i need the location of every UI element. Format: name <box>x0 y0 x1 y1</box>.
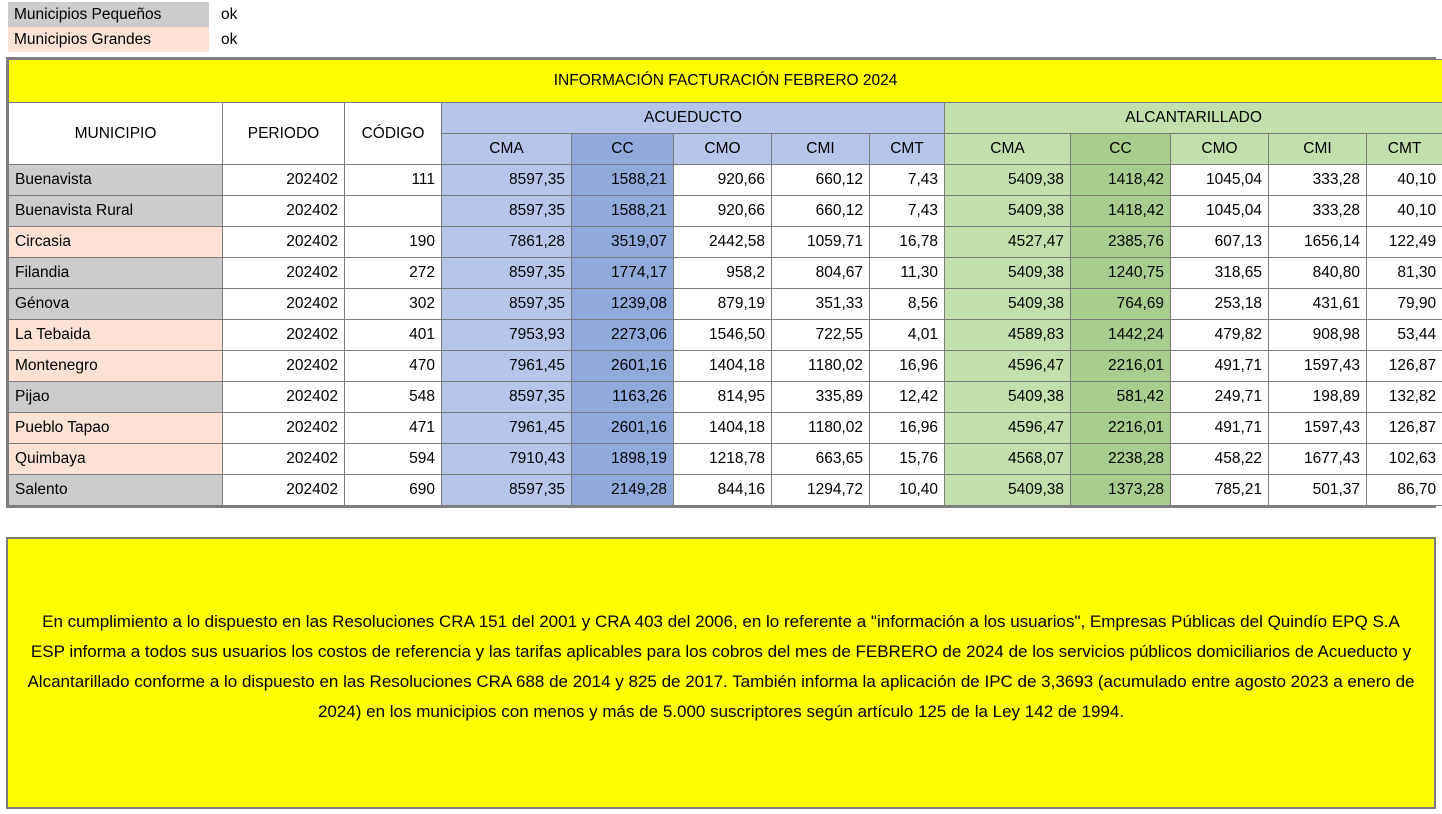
cell-alcantarillado-cmi: 431,61 <box>1269 289 1367 320</box>
subheader-alcantarillado-cmi: CMI <box>1269 134 1367 165</box>
subheader-acueducto-cmt: CMT <box>870 134 945 165</box>
cell-codigo: 190 <box>345 227 442 258</box>
table-row <box>9 227 1442 258</box>
cell-alcantarillado-cmt: 53,44 <box>1367 320 1442 351</box>
cell-acueducto-cmt: 7,43 <box>870 165 945 196</box>
cell-municipio: Pijao <box>9 382 223 413</box>
cell-acueducto-cc: 1898,19 <box>572 444 674 475</box>
subheader-acueducto-cmi: CMI <box>772 134 870 165</box>
cell-alcantarillado-cma: 4596,47 <box>945 413 1071 444</box>
table-row <box>9 289 1442 320</box>
cell-periodo: 202402 <box>223 165 345 196</box>
header-group-alcantarillado: ALCANTARILLADO <box>945 103 1442 134</box>
cell-acueducto-cc: 2601,16 <box>572 413 674 444</box>
cell-periodo: 202402 <box>223 413 345 444</box>
cell-acueducto-cmo: 920,66 <box>674 165 772 196</box>
cell-codigo: 470 <box>345 351 442 382</box>
cell-alcantarillado-cmt: 86,70 <box>1367 475 1442 506</box>
table-row <box>9 258 1442 289</box>
cell-acueducto-cmi: 1059,71 <box>772 227 870 258</box>
table-row <box>9 351 1442 382</box>
table-body <box>9 165 1442 506</box>
cell-alcantarillado-cma: 5409,38 <box>945 196 1071 227</box>
cell-acueducto-cma: 7861,28 <box>442 227 572 258</box>
cell-alcantarillado-cma: 5409,38 <box>945 289 1071 320</box>
cell-codigo <box>345 196 442 227</box>
cell-acueducto-cc: 2601,16 <box>572 351 674 382</box>
cell-acueducto-cma: 8597,35 <box>442 196 572 227</box>
cell-alcantarillado-cmo: 785,21 <box>1171 475 1269 506</box>
cell-alcantarillado-cmi: 840,80 <box>1269 258 1367 289</box>
cell-acueducto-cmo: 920,66 <box>674 196 772 227</box>
legend-row-small <box>8 2 438 27</box>
cell-acueducto-cmt: 16,96 <box>870 351 945 382</box>
cell-acueducto-cmi: 722,55 <box>772 320 870 351</box>
cell-alcantarillado-cmo: 1045,04 <box>1171 165 1269 196</box>
cell-codigo: 111 <box>345 165 442 196</box>
cell-codigo: 594 <box>345 444 442 475</box>
table-row <box>9 444 1442 475</box>
cell-acueducto-cmt: 16,78 <box>870 227 945 258</box>
cell-alcantarillado-cc: 1373,28 <box>1071 475 1171 506</box>
cell-alcantarillado-cmi: 908,98 <box>1269 320 1367 351</box>
cell-alcantarillado-cmt: 126,87 <box>1367 351 1442 382</box>
cell-municipio: Quimbaya <box>9 444 223 475</box>
cell-acueducto-cc: 2273,06 <box>572 320 674 351</box>
cell-acueducto-cmt: 15,76 <box>870 444 945 475</box>
header-periodo: PERIODO <box>223 103 345 165</box>
cell-acueducto-cmo: 879,19 <box>674 289 772 320</box>
cell-alcantarillado-cmo: 491,71 <box>1171 351 1269 382</box>
cell-periodo: 202402 <box>223 320 345 351</box>
cell-acueducto-cmo: 2442,58 <box>674 227 772 258</box>
cell-acueducto-cmt: 8,56 <box>870 289 945 320</box>
subheader-alcantarillado-cc: CC <box>1071 134 1171 165</box>
cell-acueducto-cma: 8597,35 <box>442 475 572 506</box>
cell-acueducto-cmi: 660,12 <box>772 165 870 196</box>
cell-alcantarillado-cmi: 1677,43 <box>1269 444 1367 475</box>
cell-acueducto-cma: 7953,93 <box>442 320 572 351</box>
cell-municipio: Buenavista <box>9 165 223 196</box>
cell-alcantarillado-cmi: 1656,14 <box>1269 227 1367 258</box>
subheader-acueducto-cmo: CMO <box>674 134 772 165</box>
table-row <box>9 165 1442 196</box>
cell-municipio: Buenavista Rural <box>9 196 223 227</box>
cell-codigo: 302 <box>345 289 442 320</box>
cell-periodo: 202402 <box>223 475 345 506</box>
cell-alcantarillado-cc: 2216,01 <box>1071 413 1171 444</box>
cell-acueducto-cmi: 663,65 <box>772 444 870 475</box>
billing-table <box>8 59 1442 506</box>
cell-acueducto-cmt: 11,30 <box>870 258 945 289</box>
cell-alcantarillado-cmo: 458,22 <box>1171 444 1269 475</box>
cell-acueducto-cmt: 10,40 <box>870 475 945 506</box>
cell-alcantarillado-cmt: 132,82 <box>1367 382 1442 413</box>
cell-alcantarillado-cma: 4589,83 <box>945 320 1071 351</box>
cell-acueducto-cma: 8597,35 <box>442 258 572 289</box>
legend-label-small-municipalities: Municipios Pequeños <box>8 2 209 27</box>
cell-periodo: 202402 <box>223 258 345 289</box>
billing-table-container <box>6 57 1436 508</box>
notice-panel <box>6 537 1436 809</box>
cell-alcantarillado-cma: 5409,38 <box>945 382 1071 413</box>
subheader-alcantarillado-cma: CMA <box>945 134 1071 165</box>
cell-periodo: 202402 <box>223 444 345 475</box>
header-group-acueducto: ACUEDUCTO <box>442 103 945 134</box>
cell-alcantarillado-cmt: 122,49 <box>1367 227 1442 258</box>
table-row <box>9 382 1442 413</box>
cell-codigo: 690 <box>345 475 442 506</box>
cell-acueducto-cc: 1774,17 <box>572 258 674 289</box>
cell-codigo: 401 <box>345 320 442 351</box>
cell-acueducto-cc: 1239,08 <box>572 289 674 320</box>
cell-acueducto-cma: 8597,35 <box>442 165 572 196</box>
legend <box>8 2 438 52</box>
cell-acueducto-cmi: 1180,02 <box>772 351 870 382</box>
table-row <box>9 320 1442 351</box>
cell-acueducto-cma: 7961,45 <box>442 351 572 382</box>
table-row <box>9 413 1442 444</box>
cell-acueducto-cmo: 814,95 <box>674 382 772 413</box>
cell-acueducto-cmi: 1180,02 <box>772 413 870 444</box>
cell-alcantarillado-cc: 2216,01 <box>1071 351 1171 382</box>
cell-acueducto-cmt: 16,96 <box>870 413 945 444</box>
cell-municipio: Génova <box>9 289 223 320</box>
cell-alcantarillado-cmt: 126,87 <box>1367 413 1442 444</box>
cell-acueducto-cmi: 1294,72 <box>772 475 870 506</box>
cell-alcantarillado-cma: 5409,38 <box>945 475 1071 506</box>
cell-periodo: 202402 <box>223 227 345 258</box>
cell-alcantarillado-cmo: 607,13 <box>1171 227 1269 258</box>
cell-acueducto-cc: 3519,07 <box>572 227 674 258</box>
cell-alcantarillado-cc: 581,42 <box>1071 382 1171 413</box>
table-title: INFORMACIÓN FACTURACIÓN FEBRERO 2024 <box>9 60 1442 103</box>
subheader-acueducto-cc: CC <box>572 134 674 165</box>
table-group-header-row <box>9 103 1442 134</box>
cell-acueducto-cmi: 335,89 <box>772 382 870 413</box>
cell-alcantarillado-cmi: 501,37 <box>1269 475 1367 506</box>
cell-municipio: Pueblo Tapao <box>9 413 223 444</box>
cell-municipio: Montenegro <box>9 351 223 382</box>
cell-periodo: 202402 <box>223 382 345 413</box>
cell-alcantarillado-cmt: 81,30 <box>1367 258 1442 289</box>
cell-periodo: 202402 <box>223 196 345 227</box>
cell-alcantarillado-cma: 4527,47 <box>945 227 1071 258</box>
cell-alcantarillado-cc: 1240,75 <box>1071 258 1171 289</box>
cell-municipio: Filandia <box>9 258 223 289</box>
cell-codigo: 272 <box>345 258 442 289</box>
cell-alcantarillado-cc: 2238,28 <box>1071 444 1171 475</box>
cell-municipio: La Tebaida <box>9 320 223 351</box>
cell-alcantarillado-cmi: 1597,43 <box>1269 351 1367 382</box>
cell-acueducto-cmi: 660,12 <box>772 196 870 227</box>
cell-acueducto-cc: 1163,26 <box>572 382 674 413</box>
cell-acueducto-cmo: 1546,50 <box>674 320 772 351</box>
cell-alcantarillado-cmi: 333,28 <box>1269 196 1367 227</box>
cell-acueducto-cma: 7910,43 <box>442 444 572 475</box>
cell-acueducto-cc: 1588,21 <box>572 196 674 227</box>
cell-alcantarillado-cc: 2385,76 <box>1071 227 1171 258</box>
cell-alcantarillado-cmt: 40,10 <box>1367 165 1442 196</box>
cell-acueducto-cc: 2149,28 <box>572 475 674 506</box>
legend-row-large <box>8 27 438 52</box>
cell-alcantarillado-cc: 764,69 <box>1071 289 1171 320</box>
cell-alcantarillado-cma: 5409,38 <box>945 258 1071 289</box>
cell-acueducto-cma: 8597,35 <box>442 289 572 320</box>
table-row <box>9 475 1442 506</box>
subheader-alcantarillado-cmt: CMT <box>1367 134 1442 165</box>
cell-alcantarillado-cma: 5409,38 <box>945 165 1071 196</box>
cell-acueducto-cmo: 1404,18 <box>674 413 772 444</box>
cell-acueducto-cmi: 351,33 <box>772 289 870 320</box>
cell-acueducto-cc: 1588,21 <box>572 165 674 196</box>
header-codigo: CÓDIGO <box>345 103 442 165</box>
cell-alcantarillado-cmt: 79,90 <box>1367 289 1442 320</box>
table-row <box>9 196 1442 227</box>
cell-alcantarillado-cmo: 249,71 <box>1171 382 1269 413</box>
cell-acueducto-cmt: 12,42 <box>870 382 945 413</box>
cell-alcantarillado-cmi: 1597,43 <box>1269 413 1367 444</box>
cell-acueducto-cmo: 1218,78 <box>674 444 772 475</box>
table-head <box>9 60 1442 165</box>
cell-codigo: 548 <box>345 382 442 413</box>
cell-acueducto-cma: 8597,35 <box>442 382 572 413</box>
cell-alcantarillado-cmt: 40,10 <box>1367 196 1442 227</box>
cell-periodo: 202402 <box>223 351 345 382</box>
cell-alcantarillado-cma: 4596,47 <box>945 351 1071 382</box>
cell-codigo: 471 <box>345 413 442 444</box>
cell-alcantarillado-cmo: 491,71 <box>1171 413 1269 444</box>
cell-alcantarillado-cmo: 479,82 <box>1171 320 1269 351</box>
cell-alcantarillado-cmo: 1045,04 <box>1171 196 1269 227</box>
cell-acueducto-cmo: 1404,18 <box>674 351 772 382</box>
notice-text: En cumplimiento a lo dispuesto en las Resoluciones CRA 151 del 2001 y CRA 403 del 2006, en lo referente a "información a los usuarios", Empresas Públicas del Quindío EPQ S.A ESP informa a todos sus usuarios los costos de referencia y las tarifas aplicables para los cobros del mes de FEBRERO de 2024 de los servicios públicos domiciliarios de Acueducto y Alcantarillado conforme a lo dispuesto en las Resoluciones CRA 688 de 2014 y 825 de 2017. También informa la aplicación de IPC de 3,3693 (acumulado entre agosto 2023 a enero de 2024) en los municipios con menos y más de 5.000 suscriptores según artículo 125 de la Ley 142 de 1994. <box>27 612 1415 721</box>
header-municipio: MUNICIPIO <box>9 103 223 165</box>
cell-acueducto-cmo: 844,16 <box>674 475 772 506</box>
legend-status-small: ok <box>221 5 238 23</box>
subheader-alcantarillado-cmo: CMO <box>1171 134 1269 165</box>
cell-alcantarillado-cc: 1418,42 <box>1071 196 1171 227</box>
cell-municipio: Circasia <box>9 227 223 258</box>
cell-alcantarillado-cmi: 198,89 <box>1269 382 1367 413</box>
cell-alcantarillado-cmt: 102,63 <box>1367 444 1442 475</box>
cell-alcantarillado-cmi: 333,28 <box>1269 165 1367 196</box>
cell-acueducto-cmi: 804,67 <box>772 258 870 289</box>
cell-periodo: 202402 <box>223 289 345 320</box>
cell-acueducto-cma: 7961,45 <box>442 413 572 444</box>
cell-alcantarillado-cma: 4568,07 <box>945 444 1071 475</box>
cell-alcantarillado-cmo: 318,65 <box>1171 258 1269 289</box>
legend-status-large: ok <box>221 30 238 48</box>
cell-acueducto-cmt: 4,01 <box>870 320 945 351</box>
cell-acueducto-cmt: 7,43 <box>870 196 945 227</box>
cell-alcantarillado-cc: 1418,42 <box>1071 165 1171 196</box>
cell-municipio: Salento <box>9 475 223 506</box>
cell-alcantarillado-cc: 1442,24 <box>1071 320 1171 351</box>
subheader-acueducto-cma: CMA <box>442 134 572 165</box>
legend-label-large-municipalities: Municipios Grandes <box>8 27 209 52</box>
cell-alcantarillado-cmo: 253,18 <box>1171 289 1269 320</box>
cell-acueducto-cmo: 958,2 <box>674 258 772 289</box>
table-title-row <box>9 60 1442 103</box>
